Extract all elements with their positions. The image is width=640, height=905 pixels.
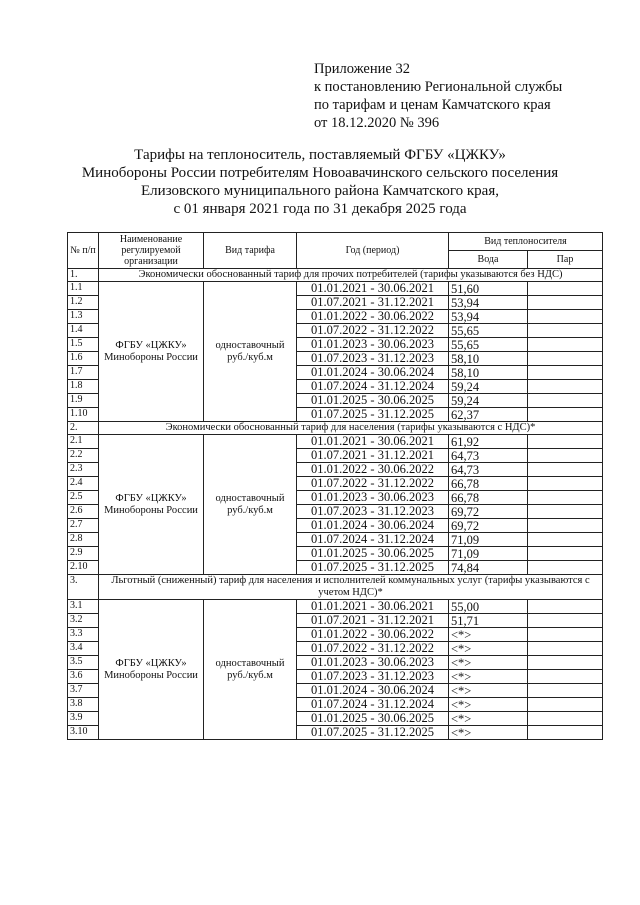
period-cell: 01.01.2021 - 30.06.2021 (297, 600, 449, 614)
row-number: 3.10 (68, 726, 99, 740)
row-number: 2.3 (68, 463, 99, 477)
water-tariff-cell: 74,84 (449, 561, 528, 575)
period-cell: 01.01.2024 - 30.06.2024 (297, 684, 449, 698)
annex-line: Приложение 32 (314, 61, 410, 77)
row-number: 3.1 (68, 600, 99, 614)
tariff-kind: одноставочный руб./куб.м (204, 282, 297, 422)
section-number: 1. (68, 269, 99, 282)
period-cell: 01.01.2021 - 30.06.2021 (297, 435, 449, 449)
steam-tariff-cell (528, 712, 603, 726)
tariff-kind: одноставочный руб./куб.м (204, 600, 297, 740)
steam-tariff-cell (528, 698, 603, 712)
period-cell: 01.01.2024 - 30.06.2024 (297, 519, 449, 533)
row-number: 1.9 (68, 394, 99, 408)
steam-tariff-cell (528, 491, 603, 505)
row-number: 1.10 (68, 408, 99, 422)
water-tariff-cell: 53,94 (449, 296, 528, 310)
section-title: Экономически обоснованный тариф для прочих потребителей (тарифы указываются без НДС) (99, 269, 603, 282)
header-carrier: Вид теплоносителя (449, 233, 603, 251)
water-tariff-cell: 64,73 (449, 463, 528, 477)
steam-tariff-cell (528, 519, 603, 533)
water-tariff-cell: 64,73 (449, 449, 528, 463)
water-tariff-cell: 69,72 (449, 519, 528, 533)
steam-tariff-cell (528, 296, 603, 310)
row-number: 1.7 (68, 366, 99, 380)
annex-line: к постановлению Региональной службы (314, 79, 563, 95)
water-tariff-cell: 55,65 (449, 324, 528, 338)
period-cell: 01.07.2022 - 31.12.2022 (297, 642, 449, 656)
period-cell: 01.07.2022 - 31.12.2022 (297, 324, 449, 338)
organization-name: ФГБУ «ЦЖКУ» Минобороны России (99, 435, 204, 575)
row-number: 3.5 (68, 656, 99, 670)
water-tariff-cell: 58,10 (449, 366, 528, 380)
period-cell: 01.01.2024 - 30.06.2024 (297, 366, 449, 380)
period-cell: 01.07.2021 - 31.12.2021 (297, 296, 449, 310)
section-number: 3. (68, 575, 99, 600)
water-tariff-cell: 61,92 (449, 435, 528, 449)
water-tariff-cell: 69,72 (449, 505, 528, 519)
steam-tariff-cell (528, 477, 603, 491)
section-title: Экономически обоснованный тариф для населения (тарифы указываются с НДС)* (99, 422, 603, 435)
steam-tariff-cell (528, 684, 603, 698)
steam-tariff-cell (528, 282, 603, 296)
organization-name: ФГБУ «ЦЖКУ» Минобороны России (99, 600, 204, 740)
title-line: Минобороны России потребителям Новоавачинского сельского поселения (81, 165, 559, 181)
row-number: 2.4 (68, 477, 99, 491)
period-cell: 01.07.2023 - 31.12.2023 (297, 352, 449, 366)
row-number: 2.8 (68, 533, 99, 547)
document-title (0, 146, 640, 218)
header-org: Наименование регулируемой организации (99, 233, 204, 269)
row-number: 1.6 (68, 352, 99, 366)
title-line: Елизовского муниципального района Камчатского края, (141, 183, 499, 199)
annex-line: по тарифам и ценам Камчатского края (314, 97, 551, 113)
row-number: 3.3 (68, 628, 99, 642)
header-num: № п/п (68, 233, 99, 269)
period-cell: 01.07.2021 - 31.12.2021 (297, 614, 449, 628)
period-cell: 01.07.2022 - 31.12.2022 (297, 477, 449, 491)
row-number: 1.1 (68, 282, 99, 296)
water-tariff-cell: 53,94 (449, 310, 528, 324)
steam-tariff-cell (528, 533, 603, 547)
table-body (68, 269, 603, 740)
water-tariff-cell: 71,09 (449, 547, 528, 561)
table-row (68, 435, 603, 449)
water-tariff-cell: <*> (449, 656, 528, 670)
period-cell: 01.07.2021 - 31.12.2021 (297, 449, 449, 463)
header-water: Вода (449, 251, 528, 269)
section-number: 2. (68, 422, 99, 435)
water-tariff-cell: 55,00 (449, 600, 528, 614)
row-number: 3.4 (68, 642, 99, 656)
steam-tariff-cell (528, 449, 603, 463)
period-cell: 01.01.2022 - 30.06.2022 (297, 628, 449, 642)
steam-tariff-cell (528, 380, 603, 394)
row-number: 2.9 (68, 547, 99, 561)
steam-tariff-cell (528, 642, 603, 656)
water-tariff-cell: 51,71 (449, 614, 528, 628)
title-line: Тарифы на теплоноситель, поставляемый ФГБУ «ЦЖКУ» (134, 147, 506, 163)
header-steam: Пар (528, 251, 603, 269)
water-tariff-cell: <*> (449, 670, 528, 684)
period-cell: 01.07.2024 - 31.12.2024 (297, 698, 449, 712)
water-tariff-cell: <*> (449, 628, 528, 642)
row-number: 3.8 (68, 698, 99, 712)
steam-tariff-cell (528, 726, 603, 740)
water-tariff-cell: 62,37 (449, 408, 528, 422)
row-number: 3.2 (68, 614, 99, 628)
period-cell: 01.07.2024 - 31.12.2024 (297, 533, 449, 547)
steam-tariff-cell (528, 310, 603, 324)
water-tariff-cell: <*> (449, 712, 528, 726)
water-tariff-cell: 66,78 (449, 477, 528, 491)
steam-tariff-cell (528, 600, 603, 614)
annex-line: от 18.12.2020 № 396 (314, 115, 440, 131)
period-cell: 01.01.2021 - 30.06.2021 (297, 282, 449, 296)
row-number: 3.6 (68, 670, 99, 684)
section-title: Льготный (сниженный) тариф для населения и исполнителей коммунальных услуг (тарифы указываются с учетом НДС)* (99, 575, 603, 600)
steam-tariff-cell (528, 656, 603, 670)
steam-tariff-cell (528, 505, 603, 519)
row-number: 1.3 (68, 310, 99, 324)
annex-block (314, 60, 562, 132)
row-number: 1.8 (68, 380, 99, 394)
header-period: Год (период) (297, 233, 449, 269)
period-cell: 01.01.2022 - 30.06.2022 (297, 463, 449, 477)
water-tariff-cell: 59,24 (449, 380, 528, 394)
period-cell: 01.01.2023 - 30.06.2023 (297, 491, 449, 505)
period-cell: 01.01.2023 - 30.06.2023 (297, 656, 449, 670)
section-row (68, 575, 603, 600)
period-cell: 01.07.2023 - 31.12.2023 (297, 505, 449, 519)
row-number: 2.6 (68, 505, 99, 519)
row-number: 3.7 (68, 684, 99, 698)
period-cell: 01.01.2025 - 30.06.2025 (297, 712, 449, 726)
row-number: 2.1 (68, 435, 99, 449)
water-tariff-cell: <*> (449, 726, 528, 740)
table-row (68, 282, 603, 296)
period-cell: 01.01.2022 - 30.06.2022 (297, 310, 449, 324)
row-number: 1.4 (68, 324, 99, 338)
steam-tariff-cell (528, 463, 603, 477)
row-number: 1.5 (68, 338, 99, 352)
steam-tariff-cell (528, 547, 603, 561)
title-line: с 01 января 2021 года по 31 декабря 2025 года (173, 201, 467, 217)
row-number: 2.2 (68, 449, 99, 463)
row-number: 3.9 (68, 712, 99, 726)
water-tariff-cell: 59,24 (449, 394, 528, 408)
water-tariff-cell: 55,65 (449, 338, 528, 352)
tariff-kind: одноставочный руб./куб.м (204, 435, 297, 575)
water-tariff-cell: 58,10 (449, 352, 528, 366)
period-cell: 01.01.2023 - 30.06.2023 (297, 338, 449, 352)
period-cell: 01.07.2023 - 31.12.2023 (297, 670, 449, 684)
steam-tariff-cell (528, 352, 603, 366)
steam-tariff-cell (528, 394, 603, 408)
water-tariff-cell: 71,09 (449, 533, 528, 547)
steam-tariff-cell (528, 324, 603, 338)
section-row (68, 422, 603, 435)
steam-tariff-cell (528, 561, 603, 575)
period-cell: 01.07.2024 - 31.12.2024 (297, 380, 449, 394)
water-tariff-cell: 51,60 (449, 282, 528, 296)
steam-tariff-cell (528, 670, 603, 684)
steam-tariff-cell (528, 435, 603, 449)
steam-tariff-cell (528, 366, 603, 380)
period-cell: 01.07.2025 - 31.12.2025 (297, 561, 449, 575)
table-row (68, 600, 603, 614)
period-cell: 01.07.2025 - 31.12.2025 (297, 408, 449, 422)
row-number: 2.5 (68, 491, 99, 505)
period-cell: 01.01.2025 - 30.06.2025 (297, 547, 449, 561)
row-number: 2.10 (68, 561, 99, 575)
section-row (68, 269, 603, 282)
period-cell: 01.01.2025 - 30.06.2025 (297, 394, 449, 408)
row-number: 2.7 (68, 519, 99, 533)
organization-name: ФГБУ «ЦЖКУ» Минобороны России (99, 282, 204, 422)
water-tariff-cell: <*> (449, 642, 528, 656)
tariff-table (67, 232, 603, 740)
water-tariff-cell: 66,78 (449, 491, 528, 505)
steam-tariff-cell (528, 628, 603, 642)
header-kind: Вид тарифа (204, 233, 297, 269)
steam-tariff-cell (528, 338, 603, 352)
water-tariff-cell: <*> (449, 684, 528, 698)
row-number: 1.2 (68, 296, 99, 310)
water-tariff-cell: <*> (449, 698, 528, 712)
steam-tariff-cell (528, 614, 603, 628)
steam-tariff-cell (528, 408, 603, 422)
period-cell: 01.07.2025 - 31.12.2025 (297, 726, 449, 740)
